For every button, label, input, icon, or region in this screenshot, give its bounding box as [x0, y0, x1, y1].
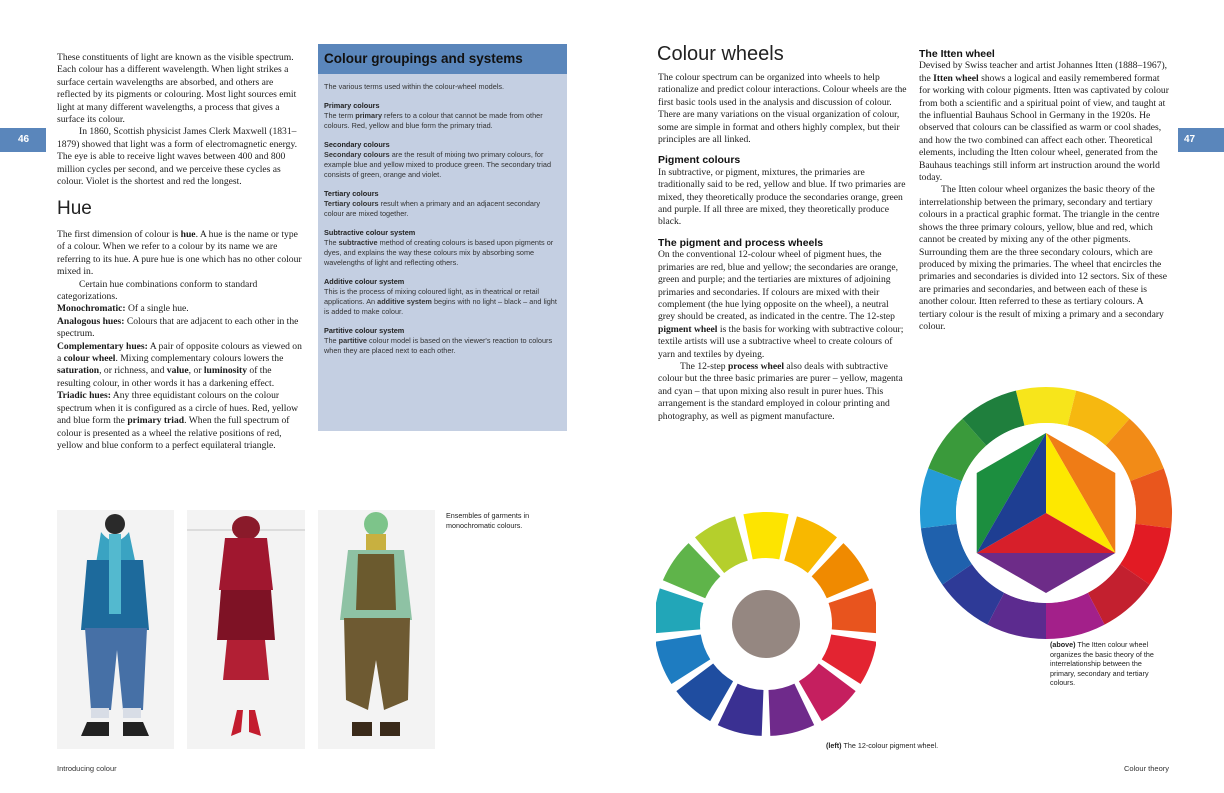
primary-colours-text: The term primary refers to a colour that cannot be made from other colours. Red, yellow and blue form the primary triad. [324, 111, 543, 130]
colour-groupings-sidebar [318, 44, 567, 431]
itten-paragraph-2: The Itten colour wheel organizes the basic theory of the interrelationship between the primary, secondary and tertiary colours in a practical graphic format. The triangle in the centre shows the three primary colours, yellow, blue and red, which cannot be created by mixing any of the other pigments. Surrounding them are the three secondary colours, which are produced by mixing the primaries. The wheel that encircles the primaries and secondaries is divided into 12 sectors. Six of these are primaries and secondaries, and between each of these is another colour. Itten referred to these as tertiary colours. A tertiary colour is the result of mixing a primary and a secondary colour. [919, 184, 1168, 332]
tertiary-colours-text: Tertiary colours result when a primary and an adjacent secondary colour are mixed together. [324, 199, 541, 218]
sidebar-title: Colour groupings and systems [318, 44, 567, 74]
page-number-right: 47 [1178, 128, 1224, 152]
pigment-process-paragraph-2: The 12-step process wheel also deals with subtractive colour but the three basic primaries are purer – yellow, magenta and cyan – that upon mixing also result in purer hues. This arrangement is the standard employed in colour printing and photography, as well as pigment manufacture. [658, 360, 903, 422]
subtractive-text: The subtractive method of creating colours is based upon pigments or dyes, and explains the way these colours mix by absorbing some wavelengths of light and reflecting others. [324, 238, 554, 267]
monochromatic-definition: Monochromatic: Of a single hue. [57, 303, 189, 315]
itten-colour-wheel [918, 382, 1174, 644]
secondary-colours-text: Secondary colours are the result of mixing two primary colours, for example blue and yellow mixed to produce green. The secondary triad consists of green, orange and violet. [324, 150, 552, 179]
pigment-colour-wheel [656, 502, 876, 747]
itten-column [919, 48, 1169, 333]
partitive-text: The partitive colour model is based on the viewer's reaction to colours when they are placed next to each other. [324, 336, 553, 355]
hue-section [57, 229, 307, 452]
pigment-wheel-segment [656, 588, 703, 633]
intro-paragraph-2: In 1860, Scottish physicist James Clerk Maxwell (1831–1879) showed that light was a form of electromagnetic energy. The eye is able to receive light waves between 400 and 800 million cycles per second, and we perceive these cycles as colour. Violet is the shortest and red the longest. [57, 126, 298, 188]
intro-column [57, 52, 307, 188]
itten-paragraph-1: Devised by Swiss teacher and artist Johannes Itten (1888–1967), the Itten wheel shows a logical and easily remembered format for working with colour pigments. Itten was captivated by colour from both a scientific and a spiritual point of view, and taught at the influential Bauhaus School in Germany in the 1920s. He observed that colours can be classified as warm or cool shades, and how the two combined can affect each other. Theoretical elements, including the Itten colour wheel, generated from the Bauhaus teachings still inform art instruction around the world today. [919, 60, 1169, 184]
additive-heading: Additive colour system [324, 277, 405, 286]
pigment-colours-paragraph: In subtractive, or pigment, mixtures, the primaries are traditionally said to be red, yellow and blue. If two primaries are mixed, they theoretically produce the secondaries orange, green and purple. If all three are mixed, they theoretically produce black. [658, 166, 906, 228]
pigment-process-paragraph-1: On the conventional 12-colour wheel of pigment hues, the primaries are red, blue and yellow; the secondaries are orange, green and purple; and the tertiaries are mixtures of adjoining primaries and secondaries. If colours are mixed with their complement (the hue lying opposite on the wheel), a neutral grey should be created, as indicated in the centre. The 12-step pigment wheel is the basis for working with subtractive colour; textile artists will use a subtractive wheel to create colours of yarn and textiles by dyeing. [658, 249, 904, 360]
primary-colours-heading: Primary colours [324, 101, 380, 110]
caption-itten-wheel: (above) The Itten colour wheel organizes the basic theory of the interrelationship between the primary, secondary and tertiary colours. [1050, 640, 1154, 688]
photo-red-ensemble [187, 510, 305, 749]
additive-text: This is the process of mixing coloured light, as in theatrical or retail applications. An additive system begins with no light – black – and light is added to make colour. [324, 287, 557, 316]
caption-garments: Ensembles of garments in monochromatic colours. [446, 511, 530, 530]
hue-paragraph-2: Certain hue combinations conform to standard categorizations. [57, 278, 258, 303]
hue-paragraph-1: The first dimension of colour is hue. A hue is the name or type of a colour. When we refer to a colour by its name we are referring to its hue. A pure hue is one which has no other colour mixed in. [57, 229, 302, 278]
analogous-definition: Analogous hues: Colours that are adjacent to each other in the spectrum. [57, 315, 299, 340]
footer-left: Introducing colour [57, 764, 117, 773]
colour-wheels-heading: Colour wheels [657, 43, 784, 65]
pigment-wheel-segment [743, 512, 788, 559]
sidebar-intro: The various terms used within the colour-wheel models. [324, 82, 505, 91]
colour-wheels-column [658, 72, 908, 423]
intro-paragraph-1: These constituents of light are known as the visible spectrum. Each colour has a different wavelength. When light strikes a surface certain wavelengths are absorbed, and others are reflected by its pigments or colouring. Most light sources emit light at many different wavelengths, a process that gives a surface its colour. [57, 52, 297, 126]
triadic-definition: Triadic hues: Any three equidistant colours on the colour spectrum when it is configured as a circle of hues. Red, yellow and blue form the primary triad. When the full spectrum of colour is presented as a wheel the relative positions of red, yellow and blue conform to a perfect equilateral triangle. [57, 390, 299, 451]
subtractive-heading: Subtractive colour system [324, 228, 416, 237]
itten-heading: The Itten wheel [919, 48, 995, 60]
footer-right: Colour theory [1124, 764, 1170, 773]
partitive-heading: Partitive colour system [324, 326, 405, 335]
pigment-wheel-center [732, 590, 800, 658]
photo-khaki-ensemble [318, 510, 435, 749]
page-number-left: 46 [0, 128, 46, 152]
pigment-process-heading: The pigment and process wheels [658, 236, 824, 249]
itten-ring-segment [1016, 387, 1076, 426]
secondary-colours-heading: Secondary colours [324, 140, 390, 149]
hue-heading: Hue [57, 198, 92, 219]
caption-pigment-wheel: (left) The 12-colour pigment wheel. [826, 741, 939, 750]
pigment-wheel-segment [829, 588, 876, 633]
tertiary-colours-heading: Tertiary colours [324, 189, 379, 198]
photo-blue-ensemble [57, 510, 174, 749]
pigment-colours-heading: Pigment colours [658, 154, 741, 167]
complementary-definition: Complementary hues: A pair of opposite colours as viewed on a colour wheel. Mixing complementary colours lowers the saturation, or richness, and value, or luminosity of the resulting colour, in other words it has a darkening effect. [57, 340, 302, 389]
colour-wheels-paragraph: The colour spectrum can be organized into wheels to help rationalize and predict colour interactions. Colour wheels are the first basic tools used in the analysis and discussion of colour. There are many variations on the visual organization of colour, some are simple in format and others highly complex, but their principles are all linked. [658, 72, 907, 146]
